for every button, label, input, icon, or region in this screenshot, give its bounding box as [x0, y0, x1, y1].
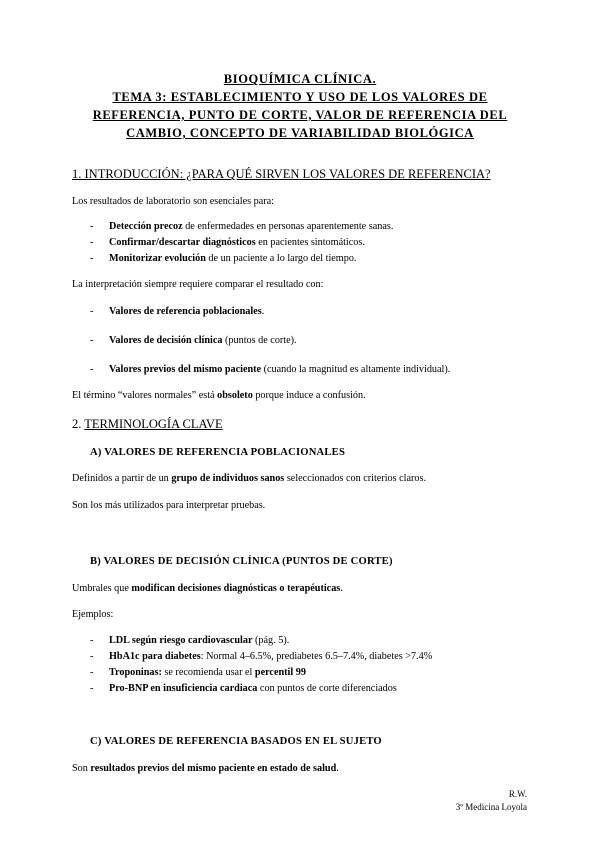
paragraph-text-end: .: [340, 583, 343, 594]
list-item-bold: Detección precoz: [109, 221, 183, 232]
list-item-text: con puntos de corte diferenciados: [257, 683, 397, 694]
bullet-dash: -: [90, 237, 94, 248]
list-item-bold: Valores de decisión clínica: [109, 335, 223, 346]
list-item-bold: Valores previos del mismo paciente: [109, 364, 262, 375]
bullet-dash: -: [90, 364, 94, 375]
bullet-dash: -: [90, 683, 94, 694]
note-text-end: porque induce a confusión.: [252, 390, 366, 401]
list-item-text: : Normal 4–6.5%, prediabetes 6.5–7.4%, diabetes >7.4%: [200, 651, 433, 662]
subsection-b-examples-label: Ejemplos:: [72, 609, 114, 620]
section-2-number: 2.: [72, 417, 85, 431]
note-text: El término “valores normales” está: [72, 390, 218, 401]
bullet-dash: -: [90, 651, 94, 662]
document-title-line-4: CAMBIO, CONCEPTO DE VARIABILIDAD BIOLÓGICA: [126, 126, 474, 140]
subsection-b-paragraph-1: [72, 582, 343, 596]
bullet-dash: -: [90, 221, 94, 232]
bullet-dash: -: [90, 335, 94, 346]
list-item-bold: HbA1c para diabetes: [109, 651, 201, 662]
section-2-heading-text: TERMINOLOGÍA CLAVE: [84, 417, 223, 431]
subsection-a-title: A) VALORES DE REFERENCIA POBLACIONALES: [90, 447, 346, 458]
footer-author: R.W.: [508, 789, 527, 799]
paragraph-text-end: seleccionados con criterios claros.: [284, 473, 427, 484]
paragraph-text: Umbrales que: [72, 583, 132, 594]
paragraph-text-end: .: [336, 763, 339, 774]
list-item-bold: Monitorizar evolución: [109, 253, 206, 264]
list-item-bold-2: percentil 99: [254, 667, 306, 678]
list-item-bold: LDL según riesgo cardiovascular: [109, 635, 253, 646]
paragraph-bold: grupo de individuos sanos: [171, 473, 285, 484]
list-item-bold: Pro-BNP en insuficiencia cardiaca: [109, 683, 258, 694]
list-item-bold: Valores de referencia poblacionales: [109, 306, 262, 317]
subsection-a-paragraph-1: [72, 472, 426, 486]
section-1-compare: La interpretación siempre requiere comparar el resultado con:: [72, 279, 324, 290]
section-1-heading: [72, 166, 491, 182]
subsection-c-title: C) VALORES DE REFERENCIA BASADOS EN EL SUJETO: [90, 736, 382, 747]
document-title-line-1: BIOQUÍMICA CLÍNICA.: [223, 72, 377, 86]
list-item-bold: Confirmar/descartar diagnósticos: [109, 237, 256, 248]
document-title-line-2: TEMA 3: ESTABLECIMIENTO Y USO DE LOS VALORES DE: [112, 90, 488, 104]
list-item-text: se recomienda usar el: [161, 667, 255, 678]
footer-course: 3º Medicina Loyola: [455, 802, 527, 812]
list-item-text: (pág. 5).: [252, 635, 290, 646]
list-item-text: (cuando la magnitud es altamente individual).: [261, 364, 451, 375]
section-1-heading-text: 1. INTRODUCCIÓN: ¿PARA QUÉ SIRVEN LOS VALORES DE REFERENCIA?: [72, 167, 491, 181]
document-title-line-3: REFERENCIA, PUNTO DE CORTE, VALOR DE REFERENCIA DEL: [92, 108, 508, 122]
subsection-b-title: B) VALORES DE DECISIÓN CLÍNICA (PUNTOS DE CORTE): [90, 556, 393, 567]
bullet-dash: -: [90, 253, 94, 264]
paragraph-bold: modifican decisiones diagnósticas o terapéuticas: [131, 583, 341, 594]
list-item-bold: Troponinas:: [109, 667, 162, 678]
paragraph-text: Definidos a partir de un: [72, 473, 172, 484]
subsection-a-paragraph-2: Son los más utilizados para interpretar pruebas.: [72, 500, 266, 511]
bullet-dash: -: [90, 306, 94, 317]
list-item-text: .: [261, 306, 265, 317]
section-1-note: [72, 389, 366, 403]
bullet-dash: -: [90, 635, 94, 646]
list-item-text: de un paciente a lo largo del tiempo.: [205, 253, 357, 264]
note-bold: obsoleto: [217, 390, 253, 401]
subsection-c-paragraph-1: [72, 762, 339, 776]
section-1-intro: Los resultados de laboratorio son esenciales para:: [72, 196, 274, 207]
list-item-text: de enfermedades en personas aparentemente sanas.: [182, 221, 394, 232]
bullet-dash: -: [90, 667, 94, 678]
paragraph-text: Son: [72, 763, 91, 774]
list-item-text: (puntos de corte).: [222, 335, 297, 346]
list-item-text: en pacientes sintomáticos.: [255, 237, 365, 248]
section-2-heading: [72, 416, 223, 432]
paragraph-bold: resultados previos del mismo paciente en estado de salud: [90, 763, 337, 774]
